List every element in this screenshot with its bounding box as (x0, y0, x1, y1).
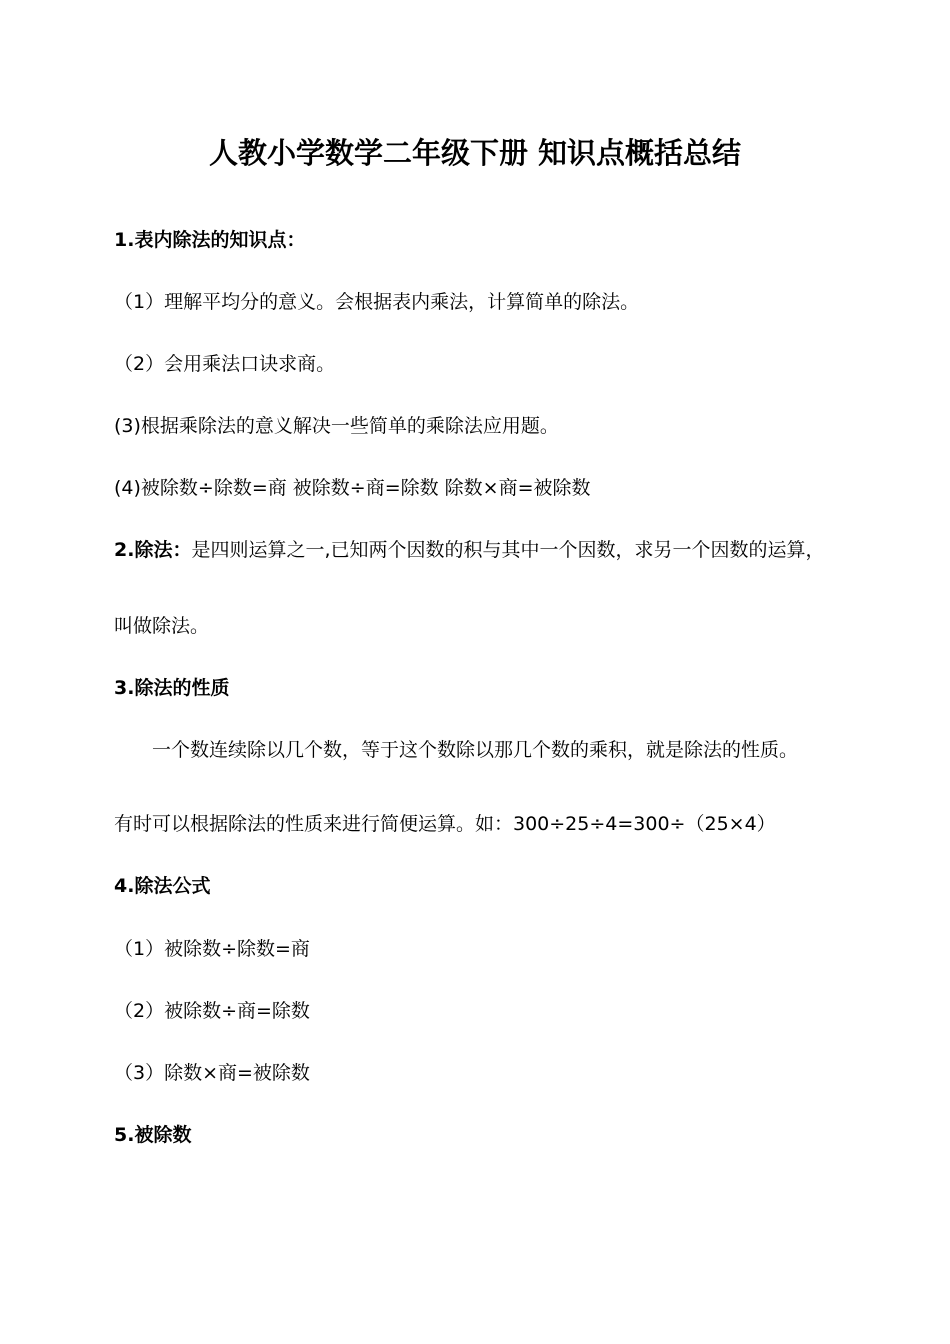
section-2-heading: 2.除法： (114, 539, 192, 561)
section-4-item-1: （1）被除数÷除数=商 (114, 938, 310, 960)
section-1-item-3: (3)根据乘除法的意义解决一些简单的乘除法应用题。 (114, 415, 559, 437)
page-title: 人教小学数学二年级下册 知识点概括总结 (208, 136, 742, 170)
section-1-item-1: （1）理解平均分的意义。会根据表内乘法，计算简单的除法。 (114, 291, 640, 313)
section-1-item-2: （2）会用乘法口诀求商。 (114, 353, 336, 375)
section-3-text-line-2: 有时可以根据除法的性质来进行简便运算。如：300÷25÷4=300÷（25×4） (114, 813, 776, 835)
section-4-heading: 4.除法公式 (114, 875, 211, 897)
section-3-text-line-1: 一个数连续除以几个数，等于这个数除以那几个数的乘积，就是除法的性质。 (152, 739, 799, 761)
section-4-item-3: （3）除数×商=被除数 (114, 1062, 310, 1084)
section-4-item-2: （2）被除数÷商=除数 (114, 1000, 310, 1022)
section-1-item-4: (4)被除数÷除数=商 被除数÷商=除数 除数×商=被除数 (114, 477, 591, 499)
section-5-heading: 5.被除数 (114, 1124, 192, 1146)
section-3-heading: 3.除法的性质 (114, 677, 230, 699)
section-2-text-line-2: 叫做除法。 (114, 615, 210, 637)
section-1-heading: 1.表内除法的知识点： (114, 229, 306, 251)
section-2-text-line-1: 是四则运算之一,已知两个因数的积与其中一个因数，求另一个因数的运算， (191, 539, 825, 561)
section-2-paragraph (114, 538, 825, 562)
